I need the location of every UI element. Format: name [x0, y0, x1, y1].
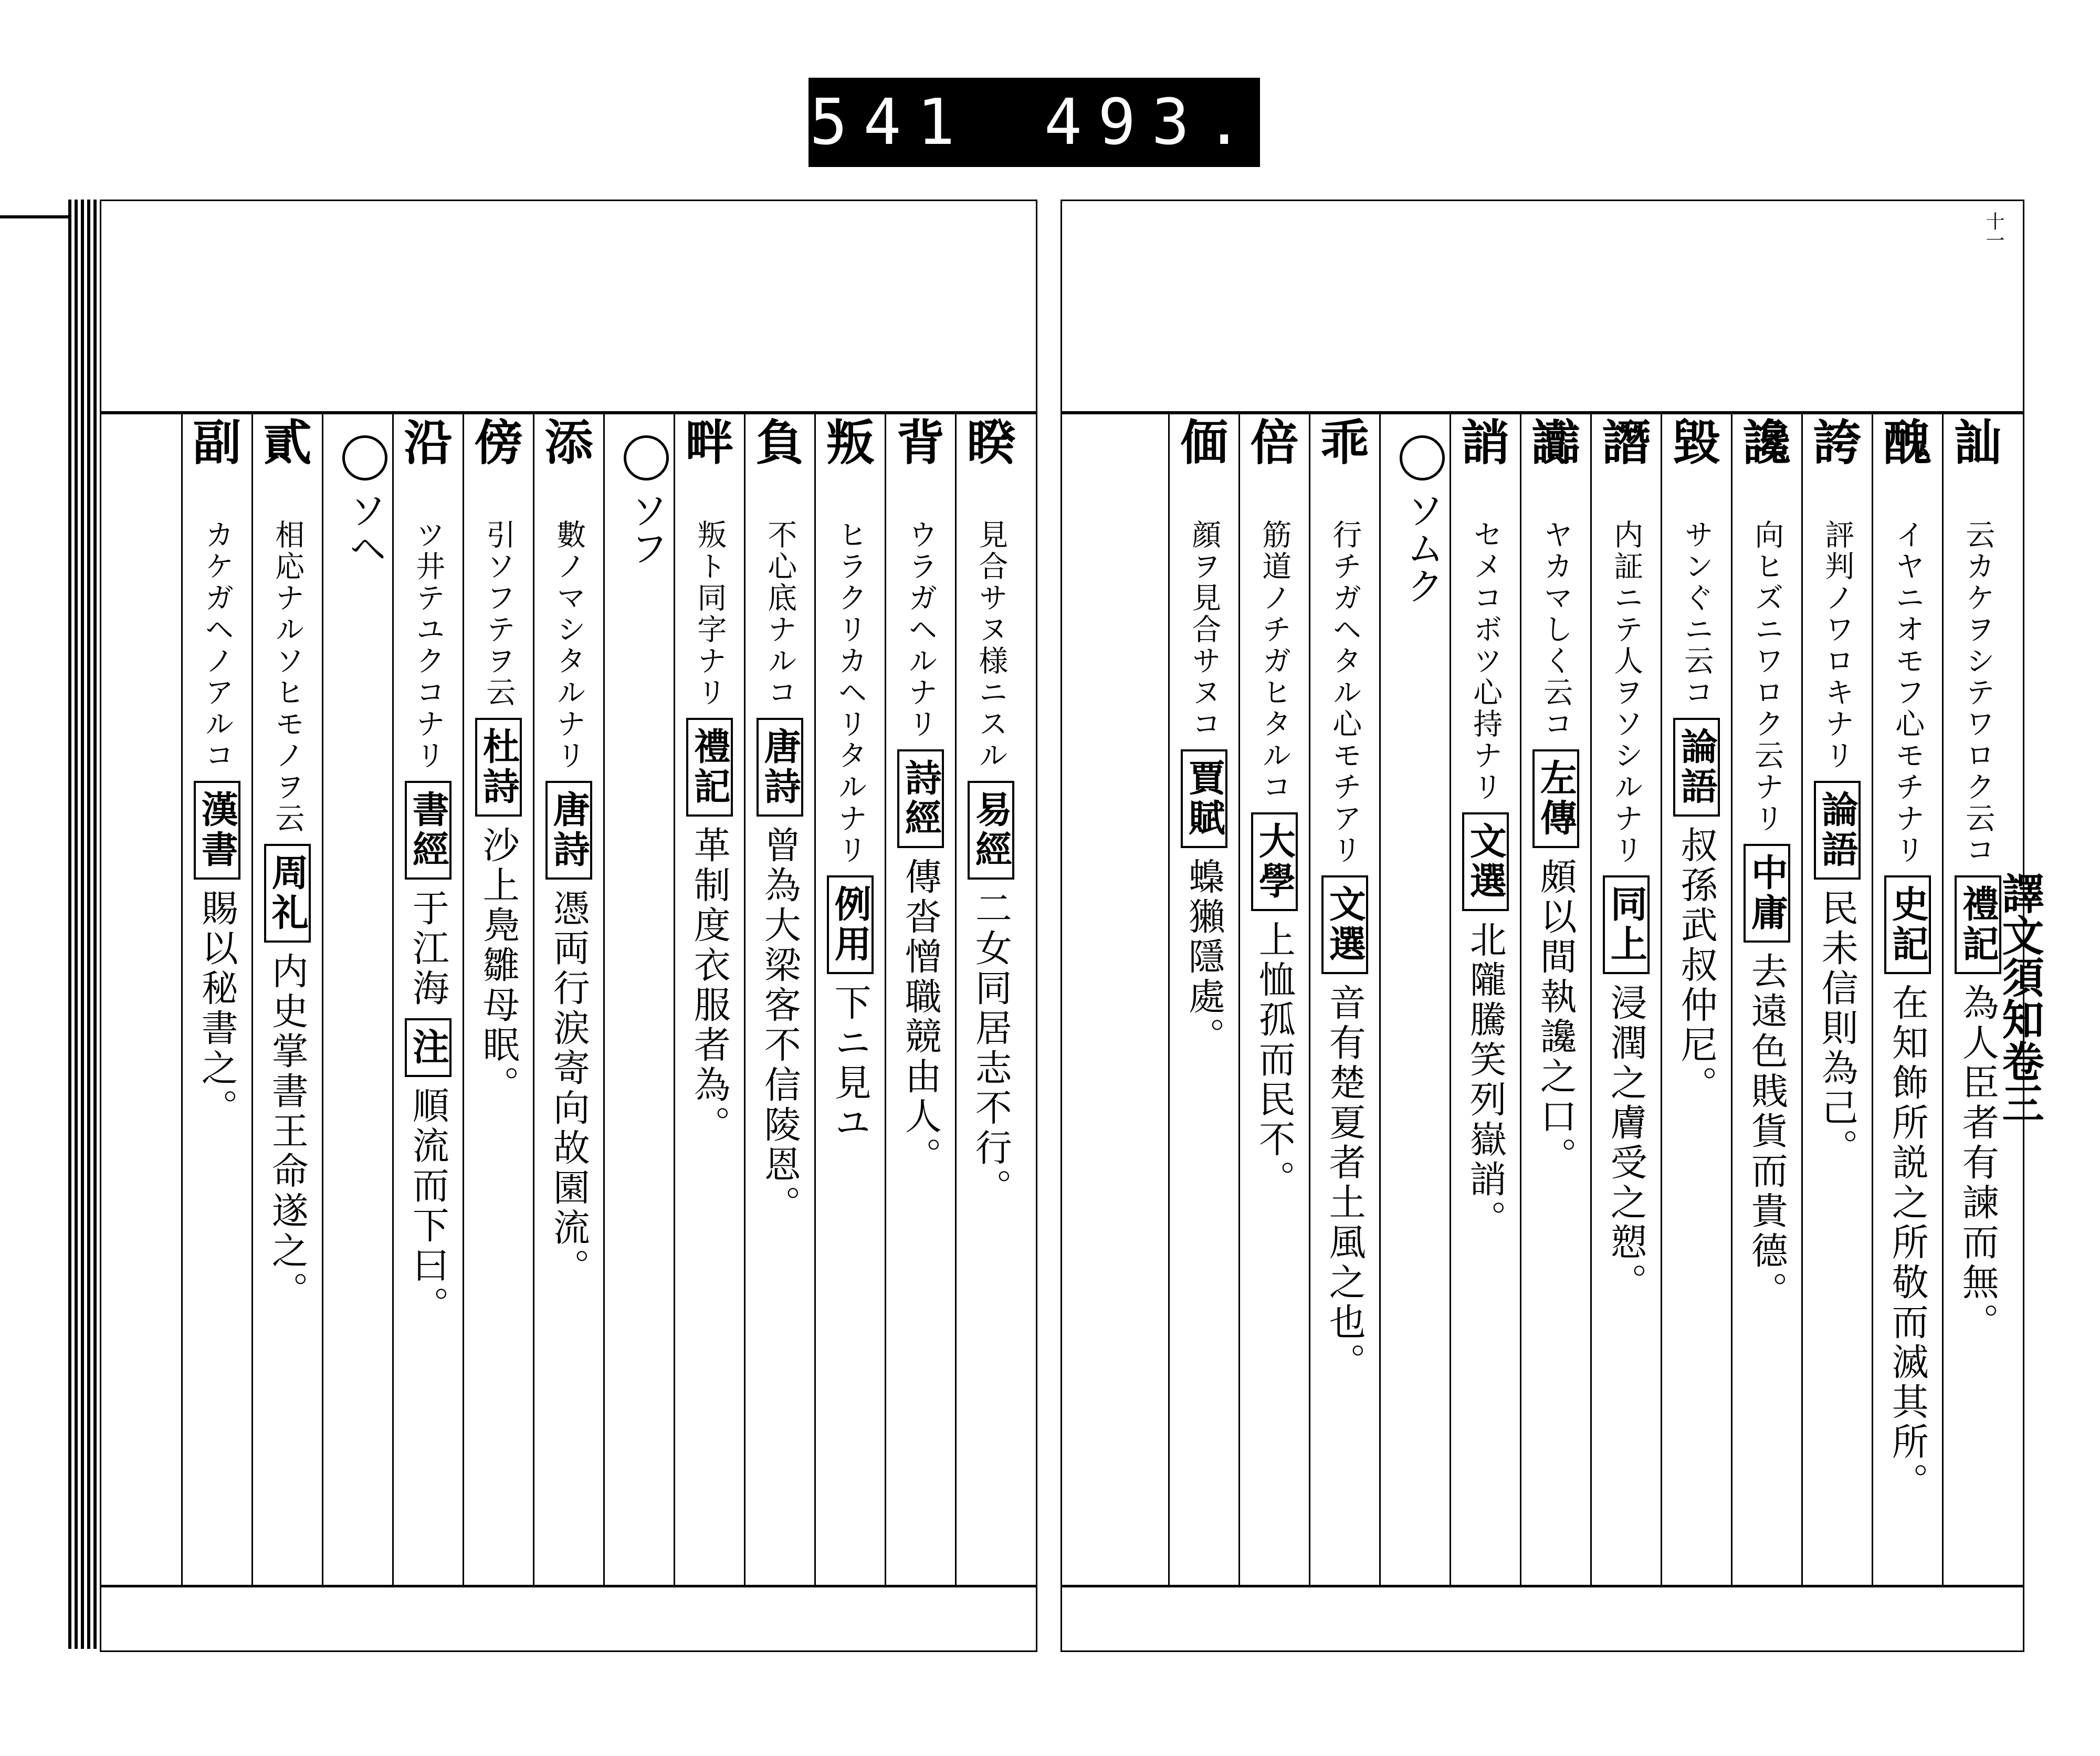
source-citation: 史記	[1884, 875, 1931, 974]
left-columns	[101, 414, 1036, 1585]
citation-quote: 叔孫武叔仲尼。	[1675, 826, 1718, 1105]
entry-column	[1590, 414, 1661, 1585]
entry-headword: 讟	[1531, 414, 1580, 471]
citation-quote: 浸潤之膚受之愬。	[1604, 984, 1648, 1303]
section-heading	[1381, 435, 1450, 604]
entry-gloss: 數ノマシタルナリ	[552, 519, 586, 771]
section-label: ソフ	[624, 491, 668, 567]
entry-body	[1170, 519, 1238, 1574]
citation-quote: 革制度衣服者為。	[688, 826, 731, 1145]
source-citation: 唐詩	[545, 781, 593, 880]
entry-gloss: 云カケヲシテワロク云コ	[1961, 519, 1996, 866]
right-columns	[1062, 414, 2023, 1585]
entry-body	[1521, 519, 1590, 1574]
catalog-number-left: 541	[810, 86, 971, 159]
entry-headword: 偭	[1180, 414, 1228, 471]
entry-gloss: 不心底ナルコ	[763, 519, 797, 708]
entry-body	[394, 519, 463, 1574]
entry-body	[1803, 519, 1872, 1574]
left-page	[100, 200, 1037, 1652]
entry-column	[1801, 414, 1872, 1585]
section-label: ソムク	[1400, 491, 1444, 604]
entry-headword: 倍	[1250, 414, 1299, 471]
entry-column	[814, 414, 885, 1585]
entry-gloss: 叛ト同字ナリ	[692, 519, 727, 708]
entry-column	[1520, 414, 1590, 1585]
entry-body	[534, 519, 603, 1574]
entry-body	[1732, 519, 1801, 1574]
source-citation: 大學	[1251, 812, 1298, 911]
right-page	[1060, 200, 2024, 1652]
entry-column	[181, 414, 251, 1585]
source-citation: 論語	[1673, 718, 1720, 817]
citation-quote: 曾為大梁客不信陵恩。	[758, 826, 802, 1225]
source-citation: 唐詩	[757, 718, 804, 817]
page-number: 十一	[1983, 212, 2004, 249]
entry-gloss: イヤニオモフ心モチナリ	[1891, 519, 1925, 866]
section-column	[1379, 414, 1450, 1585]
source-citation: 賈賦	[1181, 749, 1228, 848]
entry-body	[1451, 519, 1520, 1574]
source-citation: 文選	[1462, 812, 1509, 911]
entry-column	[392, 414, 463, 1585]
citation-quote: 北隴騰笑列嶽誚。	[1464, 921, 1507, 1240]
source-citation: 易經	[968, 781, 1015, 880]
entry-headword: 叛	[826, 414, 875, 471]
source-citation: 書經	[405, 781, 452, 880]
entry-gloss: 向ヒズニワロク云ナリ	[1750, 519, 1784, 834]
entry-body	[1873, 519, 1942, 1574]
citation-quote: 憑両行涙寄向故園流。	[547, 889, 591, 1288]
entry-body	[675, 519, 744, 1574]
citation-quote: 賜以秘書之。	[195, 889, 239, 1128]
section-circle-icon	[624, 435, 669, 480]
citation-quote: 傳沓憎職競由人。	[899, 858, 942, 1177]
source-citation: 中庸	[1744, 844, 1791, 943]
citation-quote: 順流而下曰。	[406, 1086, 450, 1326]
entry-headword: 誇	[1813, 414, 1862, 471]
source-citation: 漢書	[194, 781, 241, 880]
entry-body	[183, 519, 251, 1574]
entry-gloss: 見合サヌ様ニスル	[974, 519, 1009, 771]
entry-gloss: ヒラクリカヘリタルナリ	[833, 519, 868, 866]
entry-body	[816, 519, 885, 1574]
entry-column	[674, 414, 744, 1585]
entry-column	[1168, 414, 1238, 1585]
entry-headword: 睽	[967, 414, 1015, 471]
source-citation: 同上	[1603, 875, 1650, 974]
entry-gloss: 評判ノワロキナリ	[1820, 519, 1855, 771]
section-heading	[605, 435, 674, 567]
entry-column	[744, 414, 814, 1585]
source-citation: 文選	[1321, 875, 1369, 974]
section-column	[603, 414, 674, 1585]
entry-headword: 傍	[474, 414, 523, 471]
section-circle-icon	[1400, 435, 1445, 480]
citation-quote: 為人臣者有諫而無。	[1956, 984, 2000, 1343]
entry-gloss: 筋道ノチガヒタルコ	[1257, 519, 1292, 803]
entry-headword: 畔	[685, 414, 734, 471]
entry-gloss: セメコボツ心持ナリ	[1468, 519, 1503, 803]
catalog-number-right: 493.	[1044, 86, 1259, 159]
book-spread	[0, 200, 2044, 1649]
citation-quote: 下ニ見ユ	[828, 984, 872, 1143]
entry-headword: 添	[544, 414, 593, 471]
source-citation: 禮記	[1955, 875, 2002, 974]
entry-headword: 誚	[1461, 414, 1510, 471]
citation-quote: 二女同居志不行。	[969, 889, 1013, 1208]
entry-column	[1661, 414, 1731, 1585]
entry-gloss: ウラガヘルナリ	[904, 519, 938, 740]
entry-headword: 負	[755, 414, 804, 471]
entry-column	[1731, 414, 1801, 1585]
entry-headword: 背	[896, 414, 945, 471]
entry-headword: 沿	[404, 414, 453, 471]
citation-quote: 内史掌書王命遂之。	[266, 952, 309, 1311]
citation-quote: 去遠色賎貨而貴德。	[1745, 952, 1789, 1311]
entry-gloss: 相応ナルソヒモノヲ云	[270, 519, 305, 834]
catalog-number-plate	[808, 78, 1260, 167]
citation-quote: 上恤孤而民不。	[1253, 921, 1296, 1200]
citation-quote: 在知飾所説之所敬而滅其所。	[1886, 984, 1929, 1502]
section-column	[322, 414, 392, 1585]
citation-quote: 于江海	[406, 889, 450, 1009]
entry-column	[463, 414, 533, 1585]
entry-headword: 讒	[1742, 414, 1791, 471]
entry-body	[253, 519, 322, 1574]
bottom-rule	[101, 1585, 1036, 1587]
right-margin-title: 譯文須知卷三	[1995, 872, 2044, 1124]
entry-column	[251, 414, 322, 1585]
source-citation: 例用	[827, 875, 874, 974]
entry-column	[1309, 414, 1379, 1585]
section-heading	[323, 435, 392, 567]
entry-headword: 譖	[1602, 414, 1651, 471]
section-label: ソヘ	[343, 491, 387, 567]
entry-body	[746, 519, 814, 1574]
source-citation: 論語	[1814, 781, 1861, 880]
source-citation: 禮記	[686, 718, 733, 817]
bottom-rule	[1062, 1585, 2023, 1587]
citation-quote: 頗以間執讒之口。	[1534, 858, 1578, 1177]
entry-gloss: ツ井テユクコナリ	[411, 519, 446, 771]
entry-gloss: カケガヘノアルコ	[200, 519, 235, 771]
entry-column	[1450, 414, 1520, 1585]
source-citation: 注	[405, 1018, 452, 1077]
entry-body	[464, 519, 533, 1574]
entry-body	[886, 519, 955, 1574]
citation-quote: 民未信則為己。	[1815, 889, 1859, 1168]
entry-body	[1662, 519, 1731, 1574]
section-circle-icon	[342, 435, 387, 480]
entry-column	[885, 414, 955, 1585]
entry-gloss: 顔ヲ見合サヌコ	[1187, 519, 1222, 740]
entry-gloss: 内証ニテ人ヲソシルナリ	[1609, 519, 1644, 866]
entry-headword: 貳	[263, 414, 312, 471]
entry-body	[1310, 519, 1379, 1574]
source-citation: 詩經	[897, 749, 944, 848]
entry-gloss: 行チガヘタル心モチアリ	[1328, 519, 1362, 866]
entry-headword: 副	[193, 414, 242, 471]
entry-column	[1238, 414, 1309, 1585]
entry-headword: 訕	[1954, 414, 2002, 471]
entry-column	[955, 414, 1025, 1585]
entry-headword: 毀	[1672, 414, 1721, 471]
entry-column	[1872, 414, 1942, 1585]
source-citation: 周礼	[264, 844, 311, 943]
entry-headword: 乖	[1320, 414, 1369, 471]
source-citation: 左傳	[1532, 749, 1580, 848]
entry-body	[957, 519, 1025, 1574]
entry-gloss: ヤカマしく云コ	[1539, 519, 1573, 740]
entry-headword: 醜	[1883, 414, 1932, 471]
citation-quote: 蟂獺隱處。	[1182, 858, 1226, 1057]
source-citation: 杜詩	[475, 718, 522, 817]
entry-gloss: サンぐニ云コ	[1679, 519, 1714, 708]
entry-body	[1240, 519, 1309, 1574]
entry-gloss: 引ソフテヲ云	[481, 519, 516, 708]
citation-quote: 沙上鳧雛母眠。	[477, 826, 520, 1105]
entry-column	[533, 414, 603, 1585]
citation-quote: 音有楚夏者土風之也。	[1323, 984, 1367, 1383]
entry-body	[1592, 519, 1661, 1574]
